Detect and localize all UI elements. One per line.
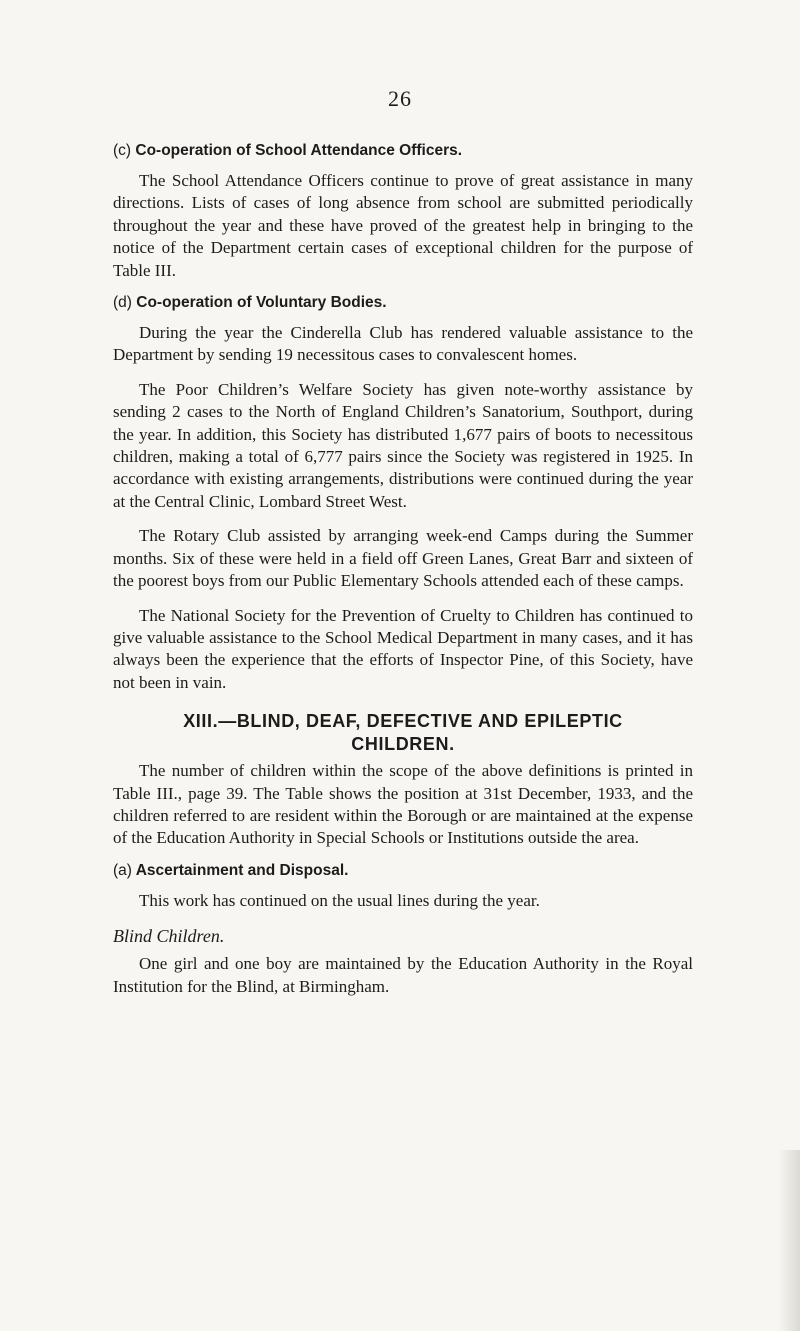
section-a-heading (113, 862, 693, 880)
nspcc-paragraph: The National Society for the Prevention of Cruelty to Children has continued to give valuable assistance to the School Medical Department in many cases, and it has always been the experience that the efforts of Inspector Pine, of this Society, have not been in vain. (113, 605, 693, 692)
section-d-label: (d) (113, 294, 132, 312)
section-a-paragraph: This work has continued on the usual lines during the year. (139, 890, 540, 910)
section-c-paragraph: The School Attendance Officers continue to prove of great assistance in many directions. Lists of cases of long absence from school are submitted periodically throughout the year and these have proved of the greatest help in bringing to the notice of the Department certain cases of exceptional children for the purpose of Table III. (113, 171, 693, 280)
cinderella-club-paragraph: During the year the Cinderella Club has rendered valuable assistance to the Department by sending 19 necessitous cases to convalescent homes. (113, 323, 693, 365)
section-d-title: Co-operation of Voluntary Bodies. (136, 294, 387, 312)
page-edge-shadow (778, 1150, 800, 1331)
section-a-title: Ascertainment and Disposal. (135, 861, 349, 879)
poor-childrens-welfare-paragraph: The Poor Children’s Welfare Society has given note-worthy assistance by sending 2 cases to the North of England Children’s Sanatorium, Southport, during the year. In addition, this Society has distributed 1,677 pairs of boots to necessitous children, making a total of 6,777 pairs since the Society was registered in 1925. In accordance with existing arrangements, distributions were continued during the year at the Central Clinic, Lombard Street West. (113, 379, 693, 511)
section-c-title: Co-operation of School Attendance Officers. (135, 142, 463, 159)
section-c-label: (c) (113, 142, 132, 159)
page-number: 26 (388, 86, 412, 111)
section-c-heading (113, 142, 693, 160)
blind-children-heading: Blind Children. (113, 926, 225, 947)
blind-children-paragraph: One girl and one boy are maintained by the Education Authority in the Royal Institution for the Blind, at Birmingham. (113, 954, 693, 996)
section-xiii-title-line1: XIII.—BLIND, DEAF, DEFECTIVE AND EPILEPTIC (183, 711, 623, 732)
section-xiii-title-line2: CHILDREN. (351, 734, 455, 755)
section-d-heading (113, 294, 693, 312)
section-xiii-paragraph: The number of children within the scope of the above definitions is printed in Table III., page 39. The Table shows the position at 31st December, 1933, and the children referred to are resident within the Borough or are maintained at the expense of the Education Authority in Special Schools or Institutions outside the area. (113, 761, 693, 848)
section-xiii-heading (113, 710, 693, 756)
section-a-label: (a) (113, 861, 132, 879)
page-content (113, 142, 693, 1010)
rotary-club-paragraph: The Rotary Club assisted by arranging week-end Camps during the Summer months. Six of these were held in a field off Green Lanes, Great Barr and sixteen of the poorest boys from our Public Elementary Schools attended each of these camps. (113, 526, 693, 591)
